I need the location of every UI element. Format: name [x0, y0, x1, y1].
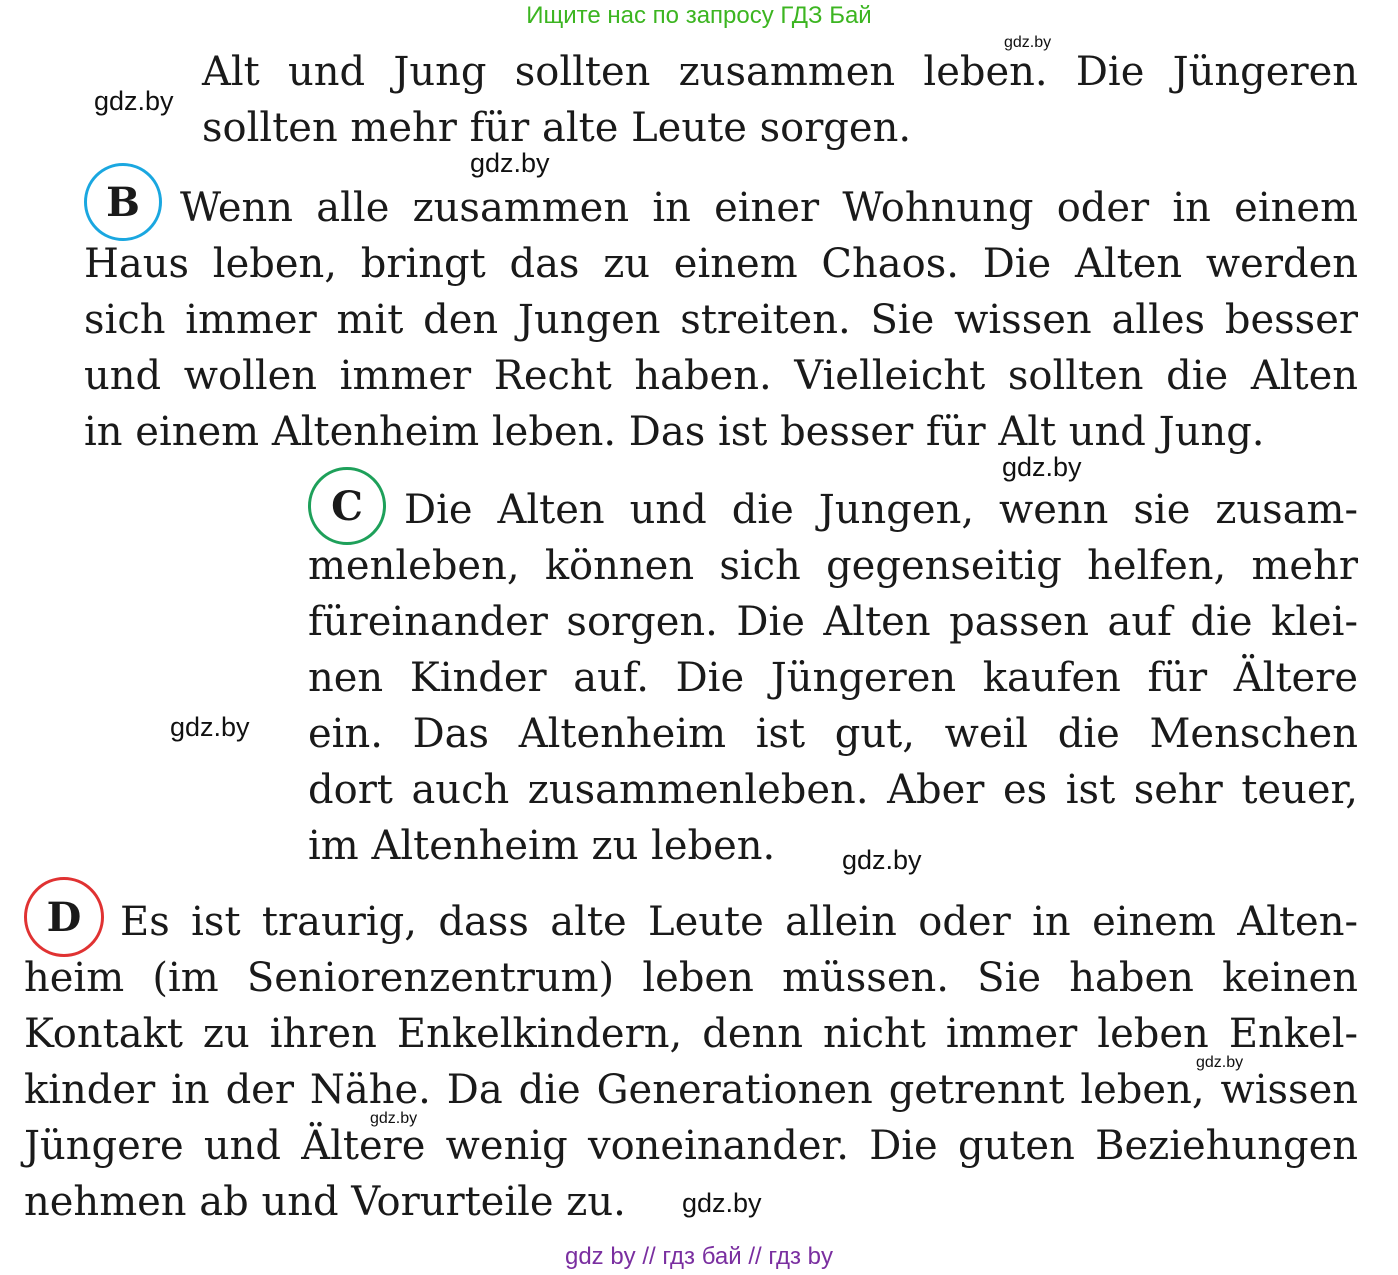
watermark: gdz.by [842, 845, 922, 875]
paragraph-c-line-6: dort auch zusammenleben. Aber es ist sehr teuer, [308, 767, 1358, 813]
paragraph-c-line-7: im Altenheim zu leben. [308, 823, 776, 869]
header-banner: Ищите нас по запросу ГДЗ Бай [526, 2, 872, 29]
watermark: gdz.by [1002, 452, 1082, 482]
badge-d: D [24, 877, 104, 957]
paragraph-d-line-6: nehmen ab und Vorurteile zu. [24, 1179, 626, 1225]
watermark: gdz.by [682, 1188, 762, 1218]
paragraph-b-line-3: sich immer mit den Jungen streiten. Sie wissen alles besser [84, 297, 1358, 343]
paragraph-d-line-3: Kontakt zu ihren Enkelkindern, denn nicht immer leben Enkel- [24, 1011, 1358, 1057]
paragraph-c-line-1: Die Alten und die Jungen, wenn sie zusam- [404, 487, 1358, 533]
paragraph-a-line-1: Alt und Jung sollten zusammen leben. Die Jüngeren [202, 49, 1358, 95]
watermark: gdz.by [94, 86, 174, 116]
paragraph-a-line-2: sollten mehr für alte Leute sorgen. [202, 105, 912, 151]
paragraph-d-line-1: Es ist traurig, dass alte Leute allein oder in einem Alten- [120, 899, 1358, 945]
badge-b: B [84, 163, 162, 241]
paragraph-b-line-4: und wollen immer Recht haben. Vielleicht sollten die Alten [84, 353, 1358, 399]
paragraph-b-line-2: Haus leben, bringt das zu einem Chaos. Die Alten werden [84, 241, 1358, 287]
paragraph-c-line-5: ein. Das Altenheim ist gut, weil die Menschen [308, 711, 1358, 757]
watermark: gdz.by [170, 712, 250, 742]
watermark: gdz.by [1004, 34, 1052, 51]
badge-c: C [308, 467, 386, 545]
paragraph-b-line-1: Wenn alle zusammen in einer Wohnung oder in einem [180, 185, 1358, 231]
watermark: gdz.by [470, 148, 550, 178]
paragraph-d-line-4: kinder in der Nähe. Da die Generationen getrennt leben, wissen [24, 1067, 1358, 1113]
footer-banner: gdz by // гдз бай // гдз by [564, 1243, 834, 1270]
paragraph-c-line-3: füreinander sorgen. Die Alten passen auf die klei- [308, 599, 1358, 645]
watermark: gdz.by [370, 1110, 418, 1127]
paragraph-d-line-5: Jüngere und Ältere wenig voneinander. Die guten Beziehungen [24, 1123, 1358, 1169]
paragraph-c-line-4: nen Kinder auf. Die Jüngeren kaufen für Ältere [308, 655, 1358, 701]
paragraph-c-line-2: menleben, können sich gegenseitig helfen, mehr [308, 543, 1358, 589]
paragraph-d-line-2: heim (im Seniorenzentrum) leben müssen. Sie haben keinen [24, 955, 1358, 1001]
paragraph-b-line-5: in einem Altenheim leben. Das ist besser für Alt und Jung. [84, 409, 1265, 455]
watermark: gdz.by [1196, 1054, 1244, 1071]
